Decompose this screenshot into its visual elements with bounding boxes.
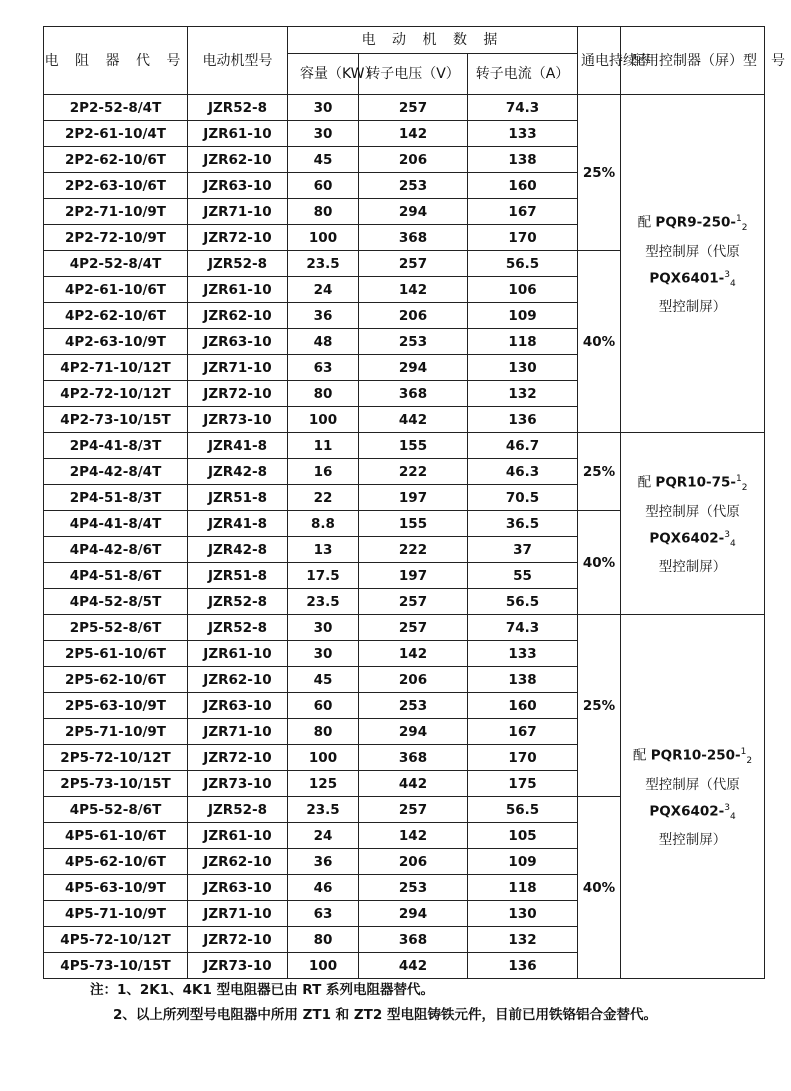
cell-resistor-code: 2P2-72-10/9T bbox=[44, 225, 188, 251]
cell-duty-cycle: 40% bbox=[578, 511, 621, 615]
controller-model: PQR9-250- bbox=[655, 214, 736, 231]
cell-motor-model: JZR62-10 bbox=[188, 147, 288, 173]
cell-rotor-voltage: 206 bbox=[359, 849, 468, 875]
cell-rotor-voltage: 257 bbox=[359, 797, 468, 823]
cell-motor-model: JZR52-8 bbox=[188, 251, 288, 277]
cell-motor-model: JZR61-10 bbox=[188, 823, 288, 849]
cell-duty-cycle: 40% bbox=[578, 251, 621, 433]
cell-capacity: 11 bbox=[288, 433, 359, 459]
cell-rotor-current: 136 bbox=[468, 407, 578, 433]
table-row bbox=[44, 433, 765, 459]
cell-controller bbox=[621, 95, 765, 433]
cell-motor-model: JZR52-8 bbox=[188, 589, 288, 615]
cell-capacity: 23.5 bbox=[288, 589, 359, 615]
table-row bbox=[44, 615, 765, 641]
cell-capacity: 80 bbox=[288, 199, 359, 225]
cell-motor-model: JZR61-10 bbox=[188, 641, 288, 667]
cell-capacity: 125 bbox=[288, 771, 359, 797]
cell-rotor-current: 132 bbox=[468, 927, 578, 953]
header-motor-model: 电动机型号 bbox=[188, 27, 288, 95]
controller-orig-sub: 4 bbox=[730, 538, 736, 549]
cell-capacity: 30 bbox=[288, 121, 359, 147]
controller-line-2: 型控制屏（代原 bbox=[645, 503, 740, 520]
cell-resistor-code: 4P4-41-8/4T bbox=[44, 511, 188, 537]
controller-line-1 bbox=[621, 741, 764, 773]
cell-motor-model: JZR63-10 bbox=[188, 875, 288, 901]
controller-orig-model: PQX6401- bbox=[649, 270, 725, 286]
controller-sup: 1 bbox=[735, 474, 742, 485]
cell-motor-model: JZR73-10 bbox=[188, 953, 288, 979]
cell-motor-model: JZR71-10 bbox=[188, 901, 288, 927]
cell-rotor-voltage: 142 bbox=[359, 121, 468, 147]
cell-motor-model: JZR61-10 bbox=[188, 121, 288, 147]
controller-line-2: 型控制屏（代原 bbox=[645, 776, 740, 793]
cell-rotor-current: 37 bbox=[468, 537, 578, 563]
cell-rotor-voltage: 368 bbox=[359, 745, 468, 771]
cell-motor-model: JZR63-10 bbox=[188, 173, 288, 199]
controller-orig-model: PQX6402- bbox=[649, 803, 725, 819]
controller-line-3 bbox=[621, 264, 764, 296]
cell-rotor-current: 167 bbox=[468, 719, 578, 745]
cell-capacity: 13 bbox=[288, 537, 359, 563]
cell-rotor-voltage: 442 bbox=[359, 771, 468, 797]
cell-resistor-code: 2P2-52-8/4T bbox=[44, 95, 188, 121]
cell-resistor-code: 2P2-63-10/6T bbox=[44, 173, 188, 199]
note-1: 注：1、2K1、4K1 型电阻器已由 RT 系列电阻器替代。 bbox=[90, 982, 434, 998]
cell-rotor-voltage: 257 bbox=[359, 615, 468, 641]
controller-line-4: 型控制屏） bbox=[658, 298, 727, 315]
cell-rotor-voltage: 206 bbox=[359, 667, 468, 693]
cell-duty-cycle: 25% bbox=[578, 433, 621, 511]
cell-rotor-current: 74.3 bbox=[468, 615, 578, 641]
cell-motor-model: JZR61-10 bbox=[188, 277, 288, 303]
cell-capacity: 24 bbox=[288, 277, 359, 303]
cell-resistor-code: 2P5-61-10/6T bbox=[44, 641, 188, 667]
cell-rotor-current: 36.5 bbox=[468, 511, 578, 537]
cell-capacity: 100 bbox=[288, 407, 359, 433]
cell-rotor-voltage: 368 bbox=[359, 927, 468, 953]
cell-rotor-voltage: 257 bbox=[359, 95, 468, 121]
controller-model: PQR10-75- bbox=[655, 474, 736, 491]
cell-rotor-voltage: 253 bbox=[359, 173, 468, 199]
cell-rotor-voltage: 368 bbox=[359, 225, 468, 251]
cell-rotor-voltage: 206 bbox=[359, 147, 468, 173]
cell-rotor-voltage: 253 bbox=[359, 693, 468, 719]
controller-orig-sup: 3 bbox=[724, 802, 731, 813]
cell-motor-model: JZR42-8 bbox=[188, 459, 288, 485]
controller-line-2: 型控制屏（代原 bbox=[645, 243, 740, 260]
cell-capacity: 30 bbox=[288, 641, 359, 667]
cell-rotor-current: 130 bbox=[468, 901, 578, 927]
cell-rotor-voltage: 257 bbox=[359, 589, 468, 615]
cell-rotor-current: 56.5 bbox=[468, 251, 578, 277]
cell-rotor-voltage: 197 bbox=[359, 485, 468, 511]
cell-motor-model: JZR41-8 bbox=[188, 433, 288, 459]
cell-rotor-current: 70.5 bbox=[468, 485, 578, 511]
cell-capacity: 100 bbox=[288, 225, 359, 251]
cell-resistor-code: 4P2-52-8/4T bbox=[44, 251, 188, 277]
cell-motor-model: JZR52-8 bbox=[188, 797, 288, 823]
cell-capacity: 30 bbox=[288, 615, 359, 641]
cell-motor-model: JZR71-10 bbox=[188, 719, 288, 745]
cell-capacity: 60 bbox=[288, 173, 359, 199]
cell-rotor-current: 133 bbox=[468, 641, 578, 667]
cell-motor-model: JZR63-10 bbox=[188, 693, 288, 719]
cell-rotor-voltage: 197 bbox=[359, 563, 468, 589]
cell-motor-model: JZR62-10 bbox=[188, 849, 288, 875]
cell-rotor-voltage: 142 bbox=[359, 823, 468, 849]
cell-rotor-current: 138 bbox=[468, 147, 578, 173]
cell-rotor-voltage: 442 bbox=[359, 407, 468, 433]
cell-motor-model: JZR52-8 bbox=[188, 95, 288, 121]
resistor-table bbox=[43, 26, 786, 979]
cell-capacity: 24 bbox=[288, 823, 359, 849]
cell-rotor-current: 160 bbox=[468, 173, 578, 199]
header-capacity: 容量（KW） bbox=[288, 54, 359, 95]
cell-rotor-current: 55 bbox=[468, 563, 578, 589]
table-header bbox=[44, 27, 786, 95]
cell-capacity: 36 bbox=[288, 849, 359, 875]
controller-prefix: 配 bbox=[637, 474, 656, 491]
cell-motor-model: JZR73-10 bbox=[188, 771, 288, 797]
cell-rotor-voltage: 253 bbox=[359, 329, 468, 355]
cell-motor-model: JZR72-10 bbox=[188, 381, 288, 407]
cell-rotor-voltage: 294 bbox=[359, 901, 468, 927]
cell-motor-model: JZR51-8 bbox=[188, 563, 288, 589]
controller-sub: 2 bbox=[741, 483, 748, 494]
cell-resistor-code: 4P2-73-10/15T bbox=[44, 407, 188, 433]
cell-capacity: 23.5 bbox=[288, 251, 359, 277]
cell-rotor-current: 133 bbox=[468, 121, 578, 147]
cell-resistor-code: 4P4-52-8/5T bbox=[44, 589, 188, 615]
cell-rotor-current: 167 bbox=[468, 199, 578, 225]
cell-rotor-voltage: 206 bbox=[359, 303, 468, 329]
cell-capacity: 45 bbox=[288, 667, 359, 693]
cell-rotor-current: 118 bbox=[468, 329, 578, 355]
cell-resistor-code: 2P5-72-10/12T bbox=[44, 745, 188, 771]
cell-motor-model: JZR52-8 bbox=[188, 615, 288, 641]
controller-line-1 bbox=[621, 468, 764, 500]
cell-rotor-voltage: 222 bbox=[359, 537, 468, 563]
controller-line-4: 型控制屏） bbox=[658, 558, 727, 575]
table-row bbox=[44, 95, 765, 121]
cell-rotor-current: 109 bbox=[468, 303, 578, 329]
cell-motor-model: JZR72-10 bbox=[188, 225, 288, 251]
cell-motor-model: JZR71-10 bbox=[188, 199, 288, 225]
cell-capacity: 30 bbox=[288, 95, 359, 121]
cell-resistor-code: 4P2-63-10/9T bbox=[44, 329, 188, 355]
note-2: 2、以上所列型号电阻器中所用 ZT1 和 ZT2 型电阻铸铁元件，目前已用铁铬铝合金替代。 bbox=[113, 1007, 657, 1023]
cell-capacity: 46 bbox=[288, 875, 359, 901]
cell-capacity: 8.8 bbox=[288, 511, 359, 537]
cell-capacity: 100 bbox=[288, 745, 359, 771]
header-duty-cycle: 通电持续率 bbox=[578, 27, 621, 95]
cell-capacity: 16 bbox=[288, 459, 359, 485]
cell-resistor-code: 4P5-52-8/6T bbox=[44, 797, 188, 823]
controller-line-3 bbox=[621, 797, 764, 829]
cell-resistor-code: 4P5-61-10/6T bbox=[44, 823, 188, 849]
cell-resistor-code: 4P5-62-10/6T bbox=[44, 849, 188, 875]
notes bbox=[90, 978, 780, 1028]
cell-rotor-current: 46.7 bbox=[468, 433, 578, 459]
cell-duty-cycle: 40% bbox=[578, 797, 621, 979]
controller-line-4: 型控制屏） bbox=[658, 831, 727, 848]
cell-rotor-current: 160 bbox=[468, 693, 578, 719]
cell-rotor-current: 170 bbox=[468, 225, 578, 251]
controller-model: PQR10-250- bbox=[650, 747, 741, 764]
controller-orig-sup: 3 bbox=[724, 269, 731, 280]
cell-rotor-voltage: 257 bbox=[359, 251, 468, 277]
controller-sup: 1 bbox=[735, 214, 742, 225]
controller-line-3 bbox=[621, 524, 764, 556]
cell-resistor-code: 2P5-52-8/6T bbox=[44, 615, 188, 641]
cell-rotor-current: 175 bbox=[468, 771, 578, 797]
cell-rotor-voltage: 142 bbox=[359, 641, 468, 667]
cell-motor-model: JZR73-10 bbox=[188, 407, 288, 433]
controller-orig-model: PQX6402- bbox=[649, 530, 725, 546]
cell-motor-model: JZR42-8 bbox=[188, 537, 288, 563]
header-controller: 配用控制器（屏）型 号 bbox=[621, 27, 765, 95]
cell-motor-model: JZR51-8 bbox=[188, 485, 288, 511]
cell-rotor-current: 136 bbox=[468, 953, 578, 979]
controller-sup: 1 bbox=[740, 747, 747, 758]
cell-rotor-current: 46.3 bbox=[468, 459, 578, 485]
cell-resistor-code: 4P5-72-10/12T bbox=[44, 927, 188, 953]
cell-resistor-code: 2P5-73-10/15T bbox=[44, 771, 188, 797]
cell-controller bbox=[621, 615, 765, 979]
cell-rotor-current: 170 bbox=[468, 745, 578, 771]
cell-resistor-code: 4P4-42-8/6T bbox=[44, 537, 188, 563]
cell-rotor-current: 138 bbox=[468, 667, 578, 693]
cell-resistor-code: 2P2-61-10/4T bbox=[44, 121, 188, 147]
header-rotor-voltage: 转子电压（V） bbox=[359, 54, 468, 95]
controller-sub: 2 bbox=[746, 756, 753, 767]
cell-resistor-code: 2P4-51-8/3T bbox=[44, 485, 188, 511]
cell-resistor-code: 4P2-72-10/12T bbox=[44, 381, 188, 407]
cell-resistor-code: 2P2-62-10/6T bbox=[44, 147, 188, 173]
cell-rotor-voltage: 294 bbox=[359, 199, 468, 225]
cell-capacity: 45 bbox=[288, 147, 359, 173]
cell-resistor-code: 4P5-63-10/9T bbox=[44, 875, 188, 901]
cell-rotor-current: 56.5 bbox=[468, 589, 578, 615]
controller-orig-sub: 4 bbox=[730, 278, 736, 289]
cell-capacity: 17.5 bbox=[288, 563, 359, 589]
cell-rotor-current: 106 bbox=[468, 277, 578, 303]
cell-rotor-voltage: 142 bbox=[359, 277, 468, 303]
cell-capacity: 80 bbox=[288, 381, 359, 407]
cell-motor-model: JZR71-10 bbox=[188, 355, 288, 381]
cell-rotor-voltage: 294 bbox=[359, 355, 468, 381]
cell-resistor-code: 4P4-51-8/6T bbox=[44, 563, 188, 589]
cell-rotor-current: 56.5 bbox=[468, 797, 578, 823]
cell-capacity: 63 bbox=[288, 901, 359, 927]
cell-capacity: 100 bbox=[288, 953, 359, 979]
cell-rotor-voltage: 294 bbox=[359, 719, 468, 745]
header-motor-data: 电 动 机 数 据 bbox=[288, 27, 578, 54]
cell-resistor-code: 2P5-63-10/9T bbox=[44, 693, 188, 719]
cell-rotor-voltage: 155 bbox=[359, 511, 468, 537]
cell-motor-model: JZR62-10 bbox=[188, 303, 288, 329]
cell-resistor-code: 4P2-61-10/6T bbox=[44, 277, 188, 303]
cell-resistor-code: 2P5-71-10/9T bbox=[44, 719, 188, 745]
cell-rotor-voltage: 253 bbox=[359, 875, 468, 901]
cell-capacity: 63 bbox=[288, 355, 359, 381]
cell-rotor-voltage: 442 bbox=[359, 953, 468, 979]
controller-line-1 bbox=[621, 208, 764, 240]
cell-resistor-code: 4P2-71-10/12T bbox=[44, 355, 188, 381]
cell-rotor-voltage: 368 bbox=[359, 381, 468, 407]
controller-orig-sub: 4 bbox=[730, 811, 736, 822]
cell-resistor-code: 4P2-62-10/6T bbox=[44, 303, 188, 329]
cell-motor-model: JZR41-8 bbox=[188, 511, 288, 537]
cell-capacity: 80 bbox=[288, 719, 359, 745]
cell-resistor-code: 4P5-71-10/9T bbox=[44, 901, 188, 927]
cell-capacity: 23.5 bbox=[288, 797, 359, 823]
cell-resistor-code: 2P4-41-8/3T bbox=[44, 433, 188, 459]
cell-rotor-current: 74.3 bbox=[468, 95, 578, 121]
cell-capacity: 80 bbox=[288, 927, 359, 953]
cell-capacity: 60 bbox=[288, 693, 359, 719]
cell-rotor-voltage: 222 bbox=[359, 459, 468, 485]
controller-prefix: 配 bbox=[632, 747, 651, 764]
cell-resistor-code: 2P2-71-10/9T bbox=[44, 199, 188, 225]
controller-orig-sup: 3 bbox=[724, 529, 731, 540]
cell-rotor-current: 132 bbox=[468, 381, 578, 407]
controller-prefix: 配 bbox=[637, 214, 656, 231]
cell-capacity: 22 bbox=[288, 485, 359, 511]
cell-motor-model: JZR63-10 bbox=[188, 329, 288, 355]
cell-rotor-current: 130 bbox=[468, 355, 578, 381]
cell-motor-model: JZR72-10 bbox=[188, 927, 288, 953]
cell-capacity: 48 bbox=[288, 329, 359, 355]
cell-duty-cycle: 25% bbox=[578, 615, 621, 797]
cell-resistor-code: 4P5-73-10/15T bbox=[44, 953, 188, 979]
header-rotor-current: 转子电流（A） bbox=[468, 54, 578, 95]
cell-motor-model: JZR72-10 bbox=[188, 745, 288, 771]
cell-rotor-current: 105 bbox=[468, 823, 578, 849]
cell-rotor-current: 118 bbox=[468, 875, 578, 901]
table-body bbox=[44, 95, 765, 979]
cell-rotor-voltage: 155 bbox=[359, 433, 468, 459]
cell-duty-cycle: 25% bbox=[578, 95, 621, 251]
cell-motor-model: JZR62-10 bbox=[188, 667, 288, 693]
cell-controller bbox=[621, 433, 765, 615]
controller-sub: 2 bbox=[741, 223, 748, 234]
cell-resistor-code: 2P5-62-10/6T bbox=[44, 667, 188, 693]
header-resistor-code: 电 阻 器 代 号 bbox=[44, 27, 188, 95]
cell-rotor-current: 109 bbox=[468, 849, 578, 875]
cell-capacity: 36 bbox=[288, 303, 359, 329]
cell-resistor-code: 2P4-42-8/4T bbox=[44, 459, 188, 485]
